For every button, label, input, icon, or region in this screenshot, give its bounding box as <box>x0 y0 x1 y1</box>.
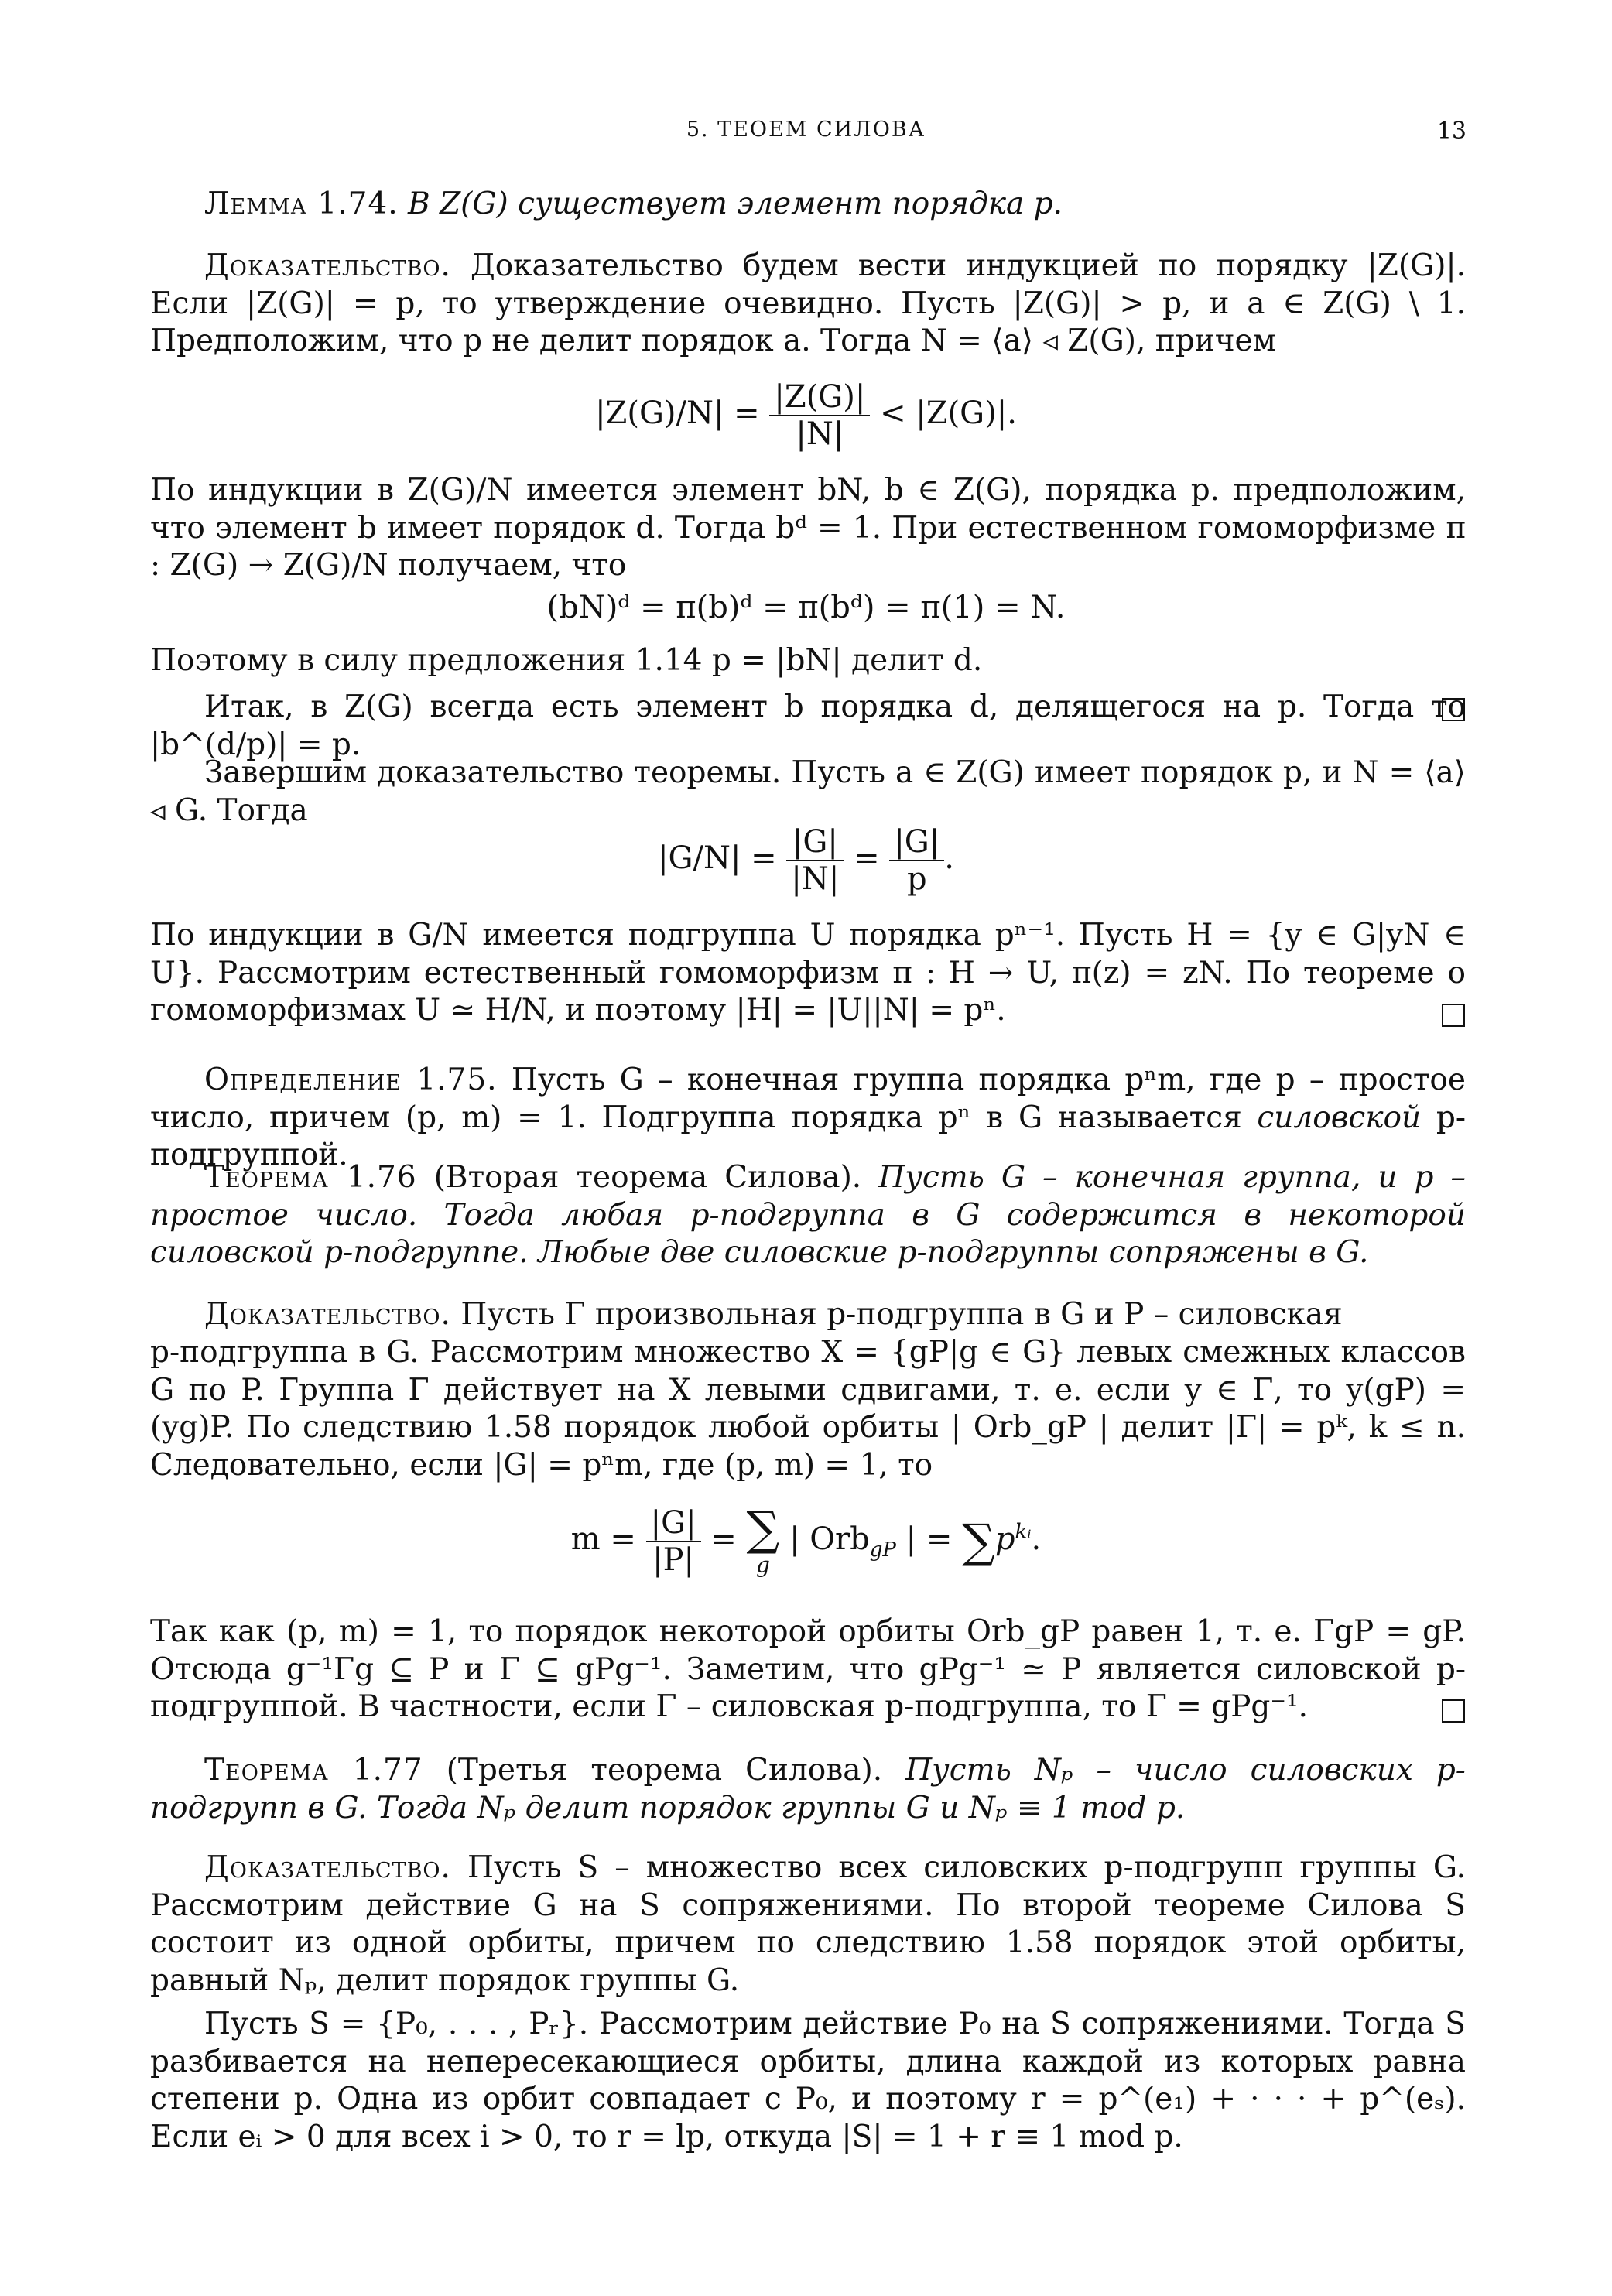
sum-symbol: ∑ <box>746 1501 780 1556</box>
equation-bn-power: (bN)ᵈ = π(b)ᵈ = π(bᵈ) = π(1) = N. <box>546 590 1066 625</box>
theorem-name: (Третья теорема Силова). <box>446 1753 883 1788</box>
proof-label: Доказательство. <box>204 248 451 283</box>
eq-lhs: |G/N| = <box>658 840 777 876</box>
eq-fraction-2 <box>889 824 944 897</box>
orb-sub: gP <box>869 1538 896 1562</box>
theorem-1-76 <box>150 1159 1466 1272</box>
eq-numerator: |G| <box>646 1505 701 1542</box>
proof-lemma-para-2 <box>150 472 1466 585</box>
lemma-1-74 <box>150 186 1466 224</box>
proof-text: Завершим доказательство теоремы. Пусть a ∈ Z(G) имеет порядок p, и N = ⟨a⟩ ◃ G. Тогда <box>150 755 1466 828</box>
proof-label: Доказательство. <box>204 1297 451 1332</box>
proof-lemma-para-4 <box>150 689 1466 764</box>
proof-text: Поэтому в силу предложения 1.14 p = |bN| делит d. <box>150 643 983 678</box>
eq-rhs: < |Z(G)|. <box>880 395 1017 431</box>
proof-1-77-para-1 <box>150 1849 1466 2000</box>
qed-box-icon <box>1442 1699 1465 1723</box>
theorem-1-77 <box>150 1752 1466 1827</box>
eq-lhs: m = <box>570 1521 636 1557</box>
equation-m-sum <box>0 1501 1612 1578</box>
proof-1-76-para-1b <box>150 1334 1466 1484</box>
eq-equals: = <box>854 840 880 876</box>
eq-fraction-1 <box>786 824 844 897</box>
proof-text: Пусть S = {P₀, . . . , Pᵣ}. Рассмотрим действие P₀ на S сопряжениями. Тогда S разбивается на непересекающиеся орбиты, длина каждой из которых равна степени p. Одна из орбит совпадает с P₀, и поэтому r = p^(e₁) + · · · + p^(eₛ). Если eᵢ > 0 для всех i > 0, то r = lp, откуда |S| = 1 + r ≡ 1 mod p. <box>150 2007 1466 2154</box>
theorem-label: Теорема 1.76 <box>204 1160 417 1195</box>
eq-denominator: |N| <box>791 861 840 897</box>
proof-lemma-para-3 <box>150 642 1466 680</box>
eq-equals: = <box>710 1521 737 1557</box>
eq-numerator: |G| <box>786 824 844 861</box>
proof-text: По индукции в G/N имеется подгруппа U порядка pⁿ⁻¹. Пусть H = {y ∈ G|yN ∈ U}. Рассмотрим естественный гомоморфизм π : H → U, π(z) = zN. По теореме о гомоморфизмах U ≃ H/N, и поэтому |H| = |U||N| = pⁿ. <box>150 918 1466 1028</box>
eq-period: . <box>1031 1521 1042 1557</box>
qed-box-icon <box>1442 698 1465 721</box>
sum-index: g <box>755 1552 770 1578</box>
proof-text: Так как (p, m) = 1, то порядок некоторой орбиты Orb_gP равен 1, т. е. ΓgP = gP. Отсюда g⁻¹Γg ⊆ P и Γ ⊆ gPg⁻¹. Заметим, что gPg⁻¹ ≃ P является силовской p-подгруппой. В частности, если Γ – силовская p-подгруппа, то Γ = gPg⁻¹. <box>150 1614 1466 1724</box>
theorem-text: Пусть G – конечная группа, и p – простое число. Тогда любая p-подгруппа в G содержится в некоторой силовской p-подгруппе. Любые две силовские p-подгруппы сопряжены в G. <box>150 1160 1467 1270</box>
proof-text: p-подгруппа в G. Рассмотрим множество X = {gP|g ∈ G} левых смежных классов G по P. Группа Γ действует на X левыми сдвигами, т. е. если y ∈ Γ, то y(gP) = (yg)P. По следствию 1.58 порядок любой орбиты | Orb_gP | делит |Γ| = pᵏ, k ≤ n. Следовательно, если |G| = pⁿm, где (p, m) = 1, то <box>150 1335 1466 1483</box>
orb-close: | = <box>905 1521 953 1557</box>
eq-denominator: |P| <box>652 1542 695 1578</box>
page-number: 13 <box>1436 118 1467 145</box>
proof-text: Пусть S – множество всех силовских p-подгрупп группы G. Рассмотрим действие G на S сопряжениями. По второй теореме Силова S состоит из одной орбиты, причем по следствию 1.58 порядок этой орбиты, равный Nₚ, делит порядок группы G. <box>150 1850 1466 1998</box>
eq-denominator: p <box>906 861 927 897</box>
proof-1-77-para-2 <box>150 2006 1466 2156</box>
definition-text-end: p-подгруппой. <box>150 1100 1466 1172</box>
theorem-text: Пусть Nₚ – число силовских p-подгрупп в G. Тогда Nₚ делит порядок группы G и Nₚ ≡ 1 mod p. <box>150 1753 1466 1826</box>
theorem-label: Теорема 1.77 <box>204 1753 423 1788</box>
eq-p: p <box>994 1521 1015 1557</box>
equation-zg-quotient <box>0 379 1612 452</box>
lemma-text: В Z(G) существует элемент порядка p. <box>408 186 1063 221</box>
proof-1-76-para-2 <box>150 1613 1466 1726</box>
proof-text: Итак, в Z(G) всегда есть элемент b порядка d, делящегося на p. Тогда то |b^(d/p)| = p. <box>150 689 1466 762</box>
eq-period: . <box>944 840 954 876</box>
definition-text: Пусть G – конечная группа порядка pⁿm, где p – простое число, причем (p, m) = 1. Подгруппа порядка pⁿ в G называется <box>150 1062 1466 1135</box>
proof-text: Доказательство будем вести индукцией по порядку |Z(G)|. Если |Z(G)| = p, то утверждение очевидно. Пусть |Z(G)| > p, и a ∈ Z(G) \ 1. Предположим, что p не делит порядок a. Тогда N = ⟨a⟩ ◃ Z(G), причем <box>150 248 1466 358</box>
proof-text: Пусть Γ произвольная p-подгруппа в G и P – силовская <box>460 1297 1343 1332</box>
running-header: 5. ТЕОЕМ СИЛОВА <box>686 118 926 142</box>
definition-1-75 <box>150 1062 1466 1175</box>
eq-numerator: |Z(G)| <box>769 379 870 416</box>
proof-lemma-para-1 <box>150 248 1466 361</box>
proof-text: По индукции в Z(G)/N имеется элемент bN, b ∈ Z(G), порядка p. предположим, что элемент b имеет порядок d. Тогда bᵈ = 1. При естественном гомоморфизме π : Z(G) → Z(G)/N получаем, что <box>150 473 1466 583</box>
definition-term: силовской <box>1257 1100 1422 1135</box>
orb-open: | Orb <box>789 1521 870 1557</box>
eq-sum-g <box>746 1501 780 1578</box>
eq-fraction <box>646 1505 701 1578</box>
sum-symbol-2: ∑ <box>962 1514 995 1569</box>
eq-denominator: |N| <box>796 416 844 452</box>
eq-numerator: |G| <box>889 824 944 861</box>
qed-box-icon <box>1442 1004 1465 1027</box>
eq-fraction <box>769 379 870 452</box>
proof-1-76-para-1 <box>150 1296 1466 1334</box>
lemma-label: Лемма 1.74. <box>204 186 399 221</box>
proof-label: Доказательство. <box>204 1850 451 1885</box>
theorem-finish-para-1 <box>150 754 1466 830</box>
eq-lhs: |Z(G)/N| = <box>595 395 760 431</box>
definition-label: Определение 1.75. <box>204 1062 498 1097</box>
equation-g-quotient <box>0 824 1612 897</box>
theorem-finish-para-2 <box>150 917 1466 1030</box>
theorem-name: (Вторая теорема Силова). <box>433 1160 862 1195</box>
eq-exp: kᵢ <box>1015 1520 1032 1544</box>
